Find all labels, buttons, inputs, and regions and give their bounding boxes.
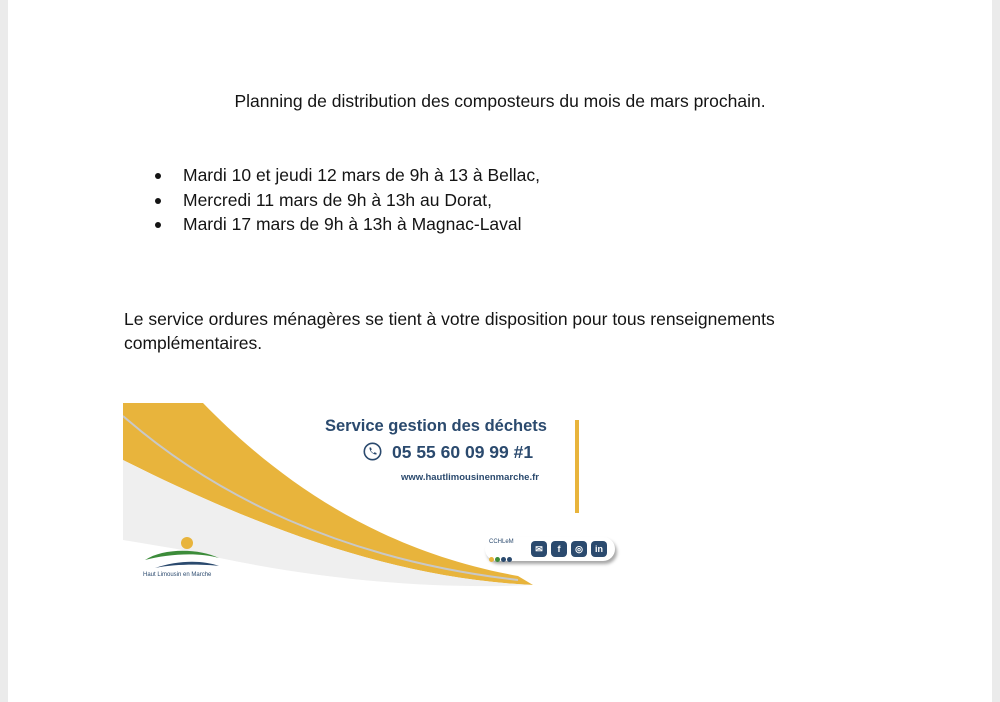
waste-service-banner xyxy=(123,400,623,590)
contact-paragraph: Le service ordures ménagères se tient à votre disposition pour tous renseignements complémentaires. xyxy=(124,309,775,353)
list-item: Mardi 17 mars de 9h à 13h à Magnac-Laval xyxy=(126,212,540,237)
bullet-icon xyxy=(155,222,161,228)
facebook-icon: f xyxy=(551,541,567,557)
list-item: Mardi 10 et jeudi 12 mars de 9h à 13 à Bellac, xyxy=(126,163,540,188)
document-heading: Planning de distribution des composteurs du mois de mars prochain. xyxy=(234,91,766,111)
list-item: Mercredi 11 mars de 9h à 13h au Dorat, xyxy=(126,188,540,213)
instagram-icon: ◎ xyxy=(571,541,587,557)
accent-divider xyxy=(575,420,579,513)
document-page xyxy=(8,0,992,702)
service-title: Service gestion des déchets xyxy=(325,417,547,435)
bullet-icon xyxy=(155,198,161,204)
phone-icon xyxy=(363,442,382,461)
bullet-icon xyxy=(155,173,161,179)
website-link: www.hautlimousinenmarche.fr xyxy=(401,472,539,483)
phone-number: 05 55 60 09 99 #1 xyxy=(392,442,534,462)
cchlm-badge-text: CCHLeM xyxy=(489,539,514,545)
color-dots-icon xyxy=(489,549,513,555)
message-icon: ✉ xyxy=(531,541,547,557)
distribution-schedule-list xyxy=(126,163,540,237)
logo-caption: Haut Limousin en Marche xyxy=(143,572,212,578)
social-badge xyxy=(485,537,615,561)
linkedin-icon: in xyxy=(591,541,607,557)
